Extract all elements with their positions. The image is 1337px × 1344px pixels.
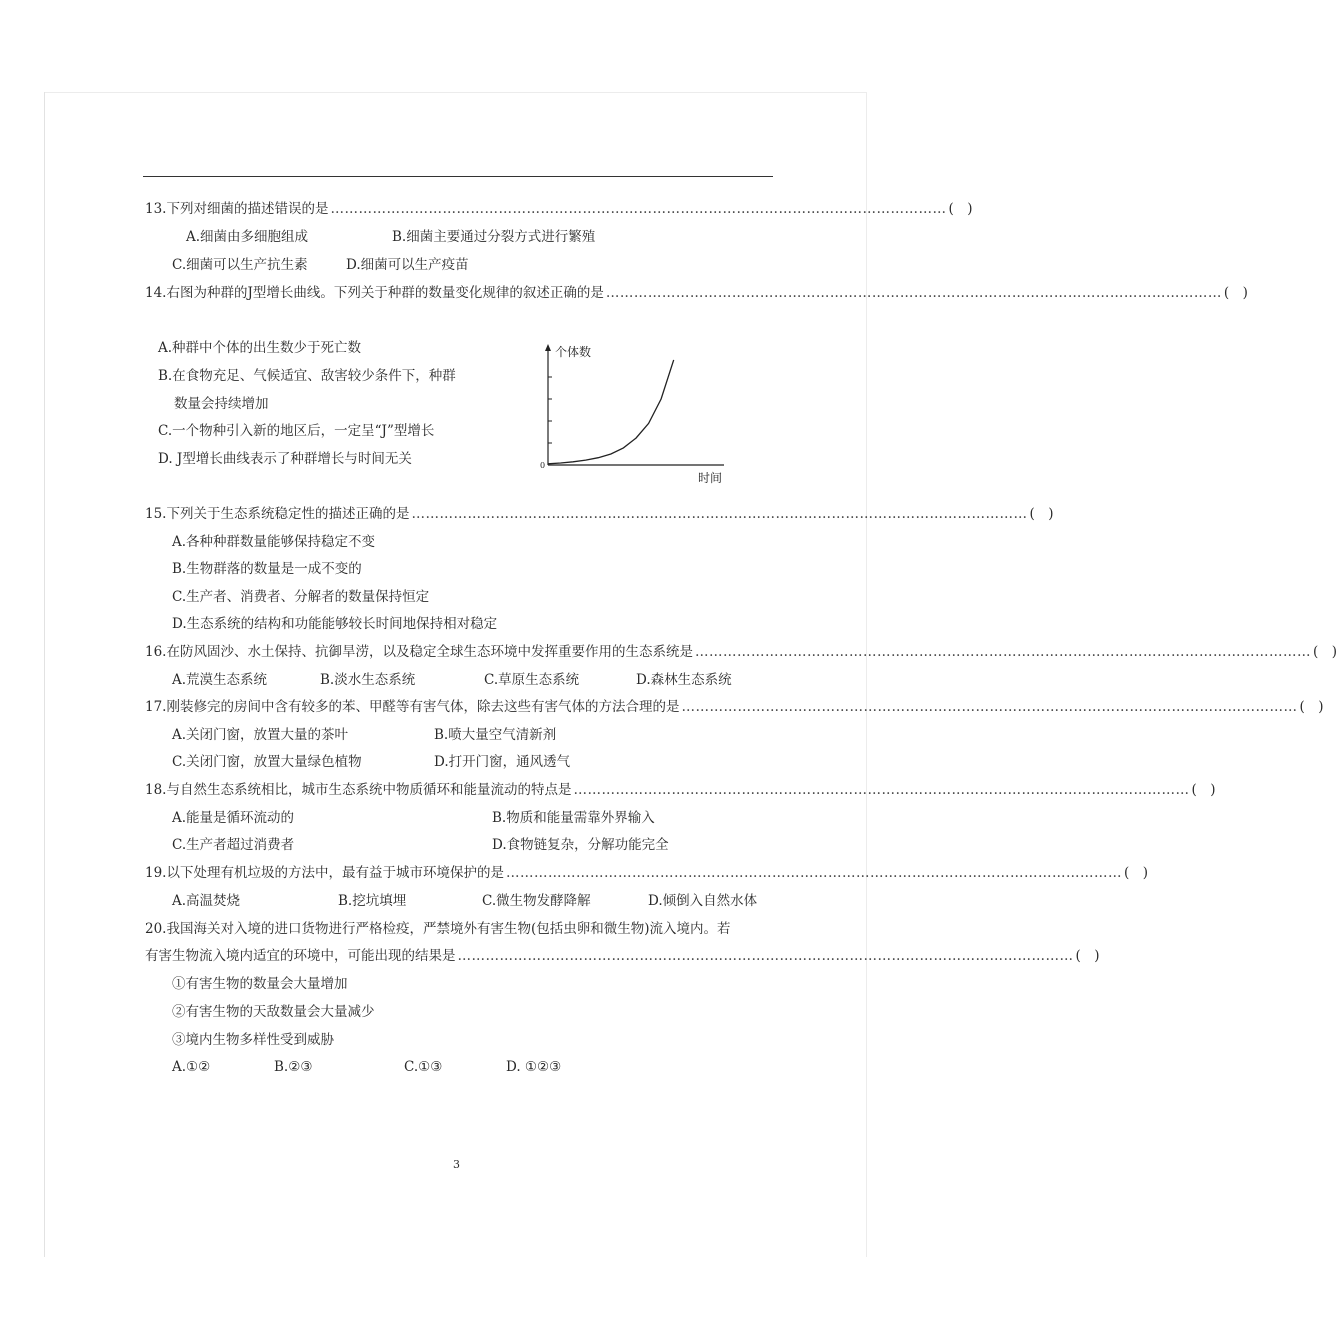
option-c: C.草原生态系统 — [484, 672, 580, 688]
question-stem: 17.刚装修完的房间中含有较多的苯、甲醛等有害气体，除去这些有害气体的方法合理的是 — [145, 699, 680, 715]
option-a: A.高温焚烧 — [172, 893, 241, 909]
option-b: B.喷大量空气清新剂 — [434, 727, 557, 743]
option-d: D.生态系统的结构和功能能够较长时间地保持相对稳定 — [172, 616, 498, 632]
statement-1: ①有害生物的数量会大量增加 — [172, 976, 348, 992]
question-19-stem — [145, 864, 1149, 882]
option-b: B.在食物充足、气候适宜、敌害较少条件下，种群 — [158, 368, 456, 384]
leader-dots: …………………………………………………………………………………………………………………… — [605, 285, 1222, 301]
question-18-stem — [145, 781, 1216, 799]
page-border — [44, 92, 45, 1257]
question-stem: 14.右图为种群的J型增长曲线。下列关于种群的数量变化规律的叙述正确的是 — [145, 285, 604, 301]
page-border — [44, 92, 866, 93]
option-c: C.①③ — [404, 1059, 443, 1075]
answer-blank: ( ) — [1191, 782, 1216, 798]
option-a: A.细菌由多细胞组成 — [186, 229, 309, 245]
answer-blank: ( ) — [1123, 865, 1149, 881]
question-14-stem — [145, 284, 1248, 302]
leader-dots: …………………………………………………………………………………………………………………… — [411, 506, 1028, 522]
leader-dots: …………………………………………………………………………………………………………………… — [330, 201, 947, 217]
answer-blank: ( ) — [1223, 285, 1248, 301]
answer-blank: ( ) — [948, 201, 973, 217]
leader-dots: …………………………………………………………………………………………………………………… — [681, 699, 1298, 715]
answer-blank: ( ) — [1299, 699, 1324, 715]
option-c: C.一个物种引入新的地区后，一定呈“J”型增长 — [158, 423, 435, 439]
y-axis-label: 个体数 — [555, 345, 592, 359]
option-d: D.倾倒入自然水体 — [648, 893, 758, 909]
leader-dots: …………………………………………………………………………………………………………………… — [457, 948, 1074, 964]
question-20-stem-line1: 20.我国海关对入境的进口货物进行严格检疫，严禁境外有害生物(包括虫卵和微生物)流入境内。若 — [145, 921, 731, 937]
leader-dots: …………………………………………………………………………………………………………………… — [694, 644, 1311, 660]
option-a: A.能量是循环流动的 — [172, 810, 295, 826]
option-d: D.细菌可以生产疫苗 — [346, 257, 469, 273]
answer-blank: ( ) — [1075, 948, 1100, 964]
option-a: A.种群中个体的出生数少于死亡数 — [158, 340, 362, 356]
question-stem: 15.下列关于生态系统稳定性的描述正确的是 — [145, 506, 410, 522]
y-axis-arrow — [545, 344, 551, 351]
option-c: C.微生物发酵降解 — [482, 893, 591, 909]
j-curve-chart — [528, 340, 738, 490]
header-rule — [143, 176, 773, 177]
option-b: B.物质和能量需靠外界输入 — [492, 810, 655, 826]
x-axis-label: 时间 — [698, 471, 723, 485]
leader-dots: …………………………………………………………………………………………………………………… — [505, 865, 1122, 881]
option-d: D.打开门窗，通风透气 — [434, 754, 571, 770]
option-a: A.关闭门窗，放置大量的茶叶 — [172, 727, 349, 743]
growth-curve — [548, 360, 674, 464]
option-d: D. ①②③ — [506, 1059, 562, 1075]
page-border — [866, 92, 867, 1257]
question-20-stem — [145, 947, 1100, 965]
option-b: B.细菌主要通过分裂方式进行繁殖 — [392, 229, 596, 245]
question-stem: 19.以下处理有机垃圾的方法中，最有益于城市环境保护的是 — [145, 865, 504, 881]
question-stem: 有害生物流入境内适宜的环境中，可能出现的结果是 — [145, 948, 456, 964]
option-d: D. J型增长曲线表示了种群增长与时间无关 — [158, 451, 412, 467]
question-stem: 13.下列对细菌的描述错误的是 — [145, 201, 329, 217]
option-b: B.②③ — [274, 1059, 313, 1075]
option-a: A.各种种群数量能够保持稳定不变 — [172, 534, 376, 550]
question-17-stem — [145, 698, 1324, 716]
option-c: C.生产者超过消费者 — [172, 837, 295, 853]
option-c: C.关闭门窗，放置大量绿色植物 — [172, 754, 362, 770]
origin-label: 0 — [540, 461, 546, 470]
option-c: C.生产者、消费者、分解者的数量保持恒定 — [172, 589, 430, 605]
page-number: 3 — [453, 1158, 460, 1171]
question-13-stem — [145, 200, 973, 218]
option-a: A.荒漠生态系统 — [172, 672, 268, 688]
option-a: A.①② — [172, 1059, 211, 1075]
statement-3: ③境内生物多样性受到威胁 — [172, 1032, 334, 1048]
option-d: D.森林生态系统 — [636, 672, 732, 688]
option-c: C.细菌可以生产抗生素 — [172, 257, 308, 273]
question-stem: 18.与自然生态系统相比，城市生态系统中物质循环和能量流动的特点是 — [145, 782, 572, 798]
leader-dots: …………………………………………………………………………………………………………………… — [573, 782, 1190, 798]
statement-2: ②有害生物的天敌数量会大量减少 — [172, 1004, 375, 1020]
question-16-stem — [145, 643, 1337, 661]
question-stem: 16.在防风固沙、水土保持、抗御旱涝，以及稳定全球生态环境中发挥重要作用的生态系统是 — [145, 644, 693, 660]
answer-blank: ( ) — [1029, 506, 1054, 522]
question-15-stem — [145, 505, 1054, 523]
option-b: B.淡水生态系统 — [320, 672, 416, 688]
option-b: B.挖坑填埋 — [338, 893, 407, 909]
option-b: B.生物群落的数量是一成不变的 — [172, 561, 362, 577]
answer-blank: ( ) — [1312, 644, 1337, 660]
option-b-continued: 数量会持续增加 — [174, 396, 269, 412]
option-d: D.食物链复杂，分解功能完全 — [492, 837, 669, 853]
